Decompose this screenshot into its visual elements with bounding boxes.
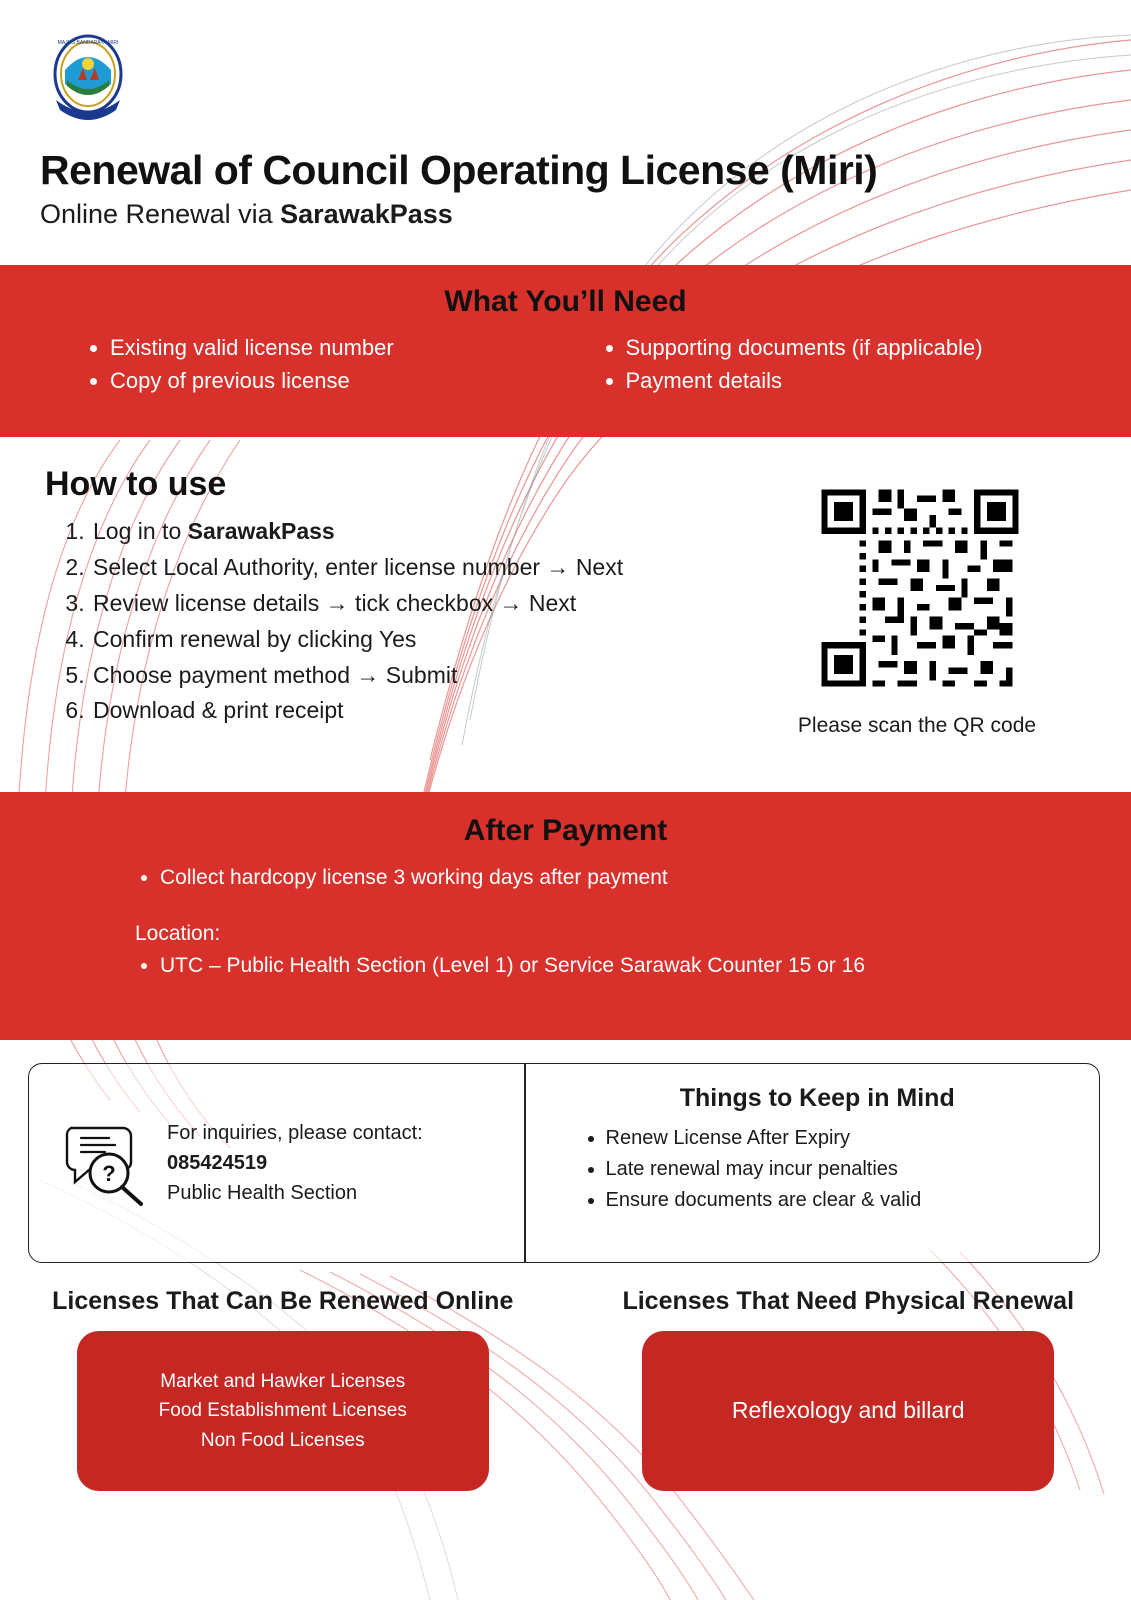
- qr-code-icon[interactable]: [815, 483, 1025, 693]
- online-licenses-heading: Licenses That Can Be Renewed Online: [52, 1287, 514, 1315]
- how-to-use-heading: How to use: [45, 465, 227, 503]
- list-item: 4. Confirm renewal by clicking Yes: [91, 622, 765, 658]
- subtitle-prefix: Online Renewal via: [40, 199, 281, 230]
- list-item: [91, 514, 765, 550]
- physical-licenses-column: [566, 1285, 1131, 1491]
- list-item: • Payment details: [626, 364, 1072, 397]
- what-you-need-left-list: [60, 331, 556, 397]
- list-item: 6. Download & print receipt: [91, 693, 765, 729]
- list-item: Reflexology and billard: [731, 1397, 965, 1424]
- list-item: Market and Hawker Licenses: [160, 1370, 406, 1392]
- what-you-need-heading: What You’ll Need: [444, 285, 687, 318]
- how-to-use-section: [45, 465, 765, 729]
- location-label: Location:: [135, 921, 221, 945]
- inquiry-magnifier-icon: [63, 1118, 149, 1208]
- list-item: • Supporting documents (if applicable): [626, 331, 1072, 364]
- qr-block: [797, 483, 1037, 738]
- online-licenses-column: [0, 1285, 566, 1491]
- keep-in-mind-block: [526, 1064, 1100, 1262]
- page-header: [40, 148, 1101, 230]
- list-item: • Existing valid license number: [110, 331, 556, 364]
- contact-block: [29, 1064, 524, 1262]
- keep-in-mind-list: [556, 1123, 1080, 1217]
- how-to-use-steps: [45, 514, 765, 729]
- after-payment-heading: After Payment: [463, 814, 668, 847]
- contact-line-1: For inquiries, please contact:: [167, 1122, 423, 1144]
- page-title: Renewal of Council Operating License (Miri): [40, 147, 878, 193]
- list-item: • Ensure documents are clear & valid: [606, 1185, 1080, 1216]
- license-categories: [0, 1285, 1131, 1491]
- step-1-plain: Log in to: [93, 518, 188, 544]
- page-subtitle: [40, 199, 1101, 230]
- list-item: 5. Choose payment method → Submit: [91, 658, 765, 694]
- list-item: • Collect hardcopy license 3 working days after payment: [160, 862, 1131, 894]
- physical-licenses-heading: Licenses That Need Physical Renewal: [622, 1287, 1075, 1315]
- list-item: Non Food Licenses: [200, 1429, 365, 1451]
- after-payment-list: [0, 862, 1131, 894]
- list-item: • Late renewal may incur penalties: [606, 1154, 1080, 1185]
- list-item: 3. Review license details → tick checkbox → Next: [91, 586, 765, 622]
- svg-text:MAJLIS BANDARAYA MIRI: MAJLIS BANDARAYA MIRI: [57, 40, 119, 46]
- contact-phone[interactable]: 085424519: [167, 1152, 268, 1174]
- after-payment-section: [0, 792, 1131, 1040]
- info-box: [28, 1063, 1100, 1263]
- list-item: • UTC – Public Health Section (Level 1) or Service Sarawak Counter 15 or 16: [160, 950, 1131, 982]
- online-licenses-pill: [77, 1331, 489, 1491]
- physical-licenses-pill: [642, 1331, 1054, 1491]
- list-item: • Renew License After Expiry: [606, 1123, 1080, 1154]
- list-item: Food Establishment Licenses: [158, 1400, 407, 1422]
- location-list: [0, 950, 1131, 982]
- list-item: • Copy of previous license: [110, 364, 556, 397]
- majlis-bandaraya-miri-crest-icon: [42, 28, 134, 128]
- subtitle-brand: SarawakPass: [280, 199, 453, 230]
- what-you-need-right-list: [576, 331, 1072, 397]
- qr-caption: Please scan the QR code: [797, 714, 1037, 737]
- keep-in-mind-heading: Things to Keep in Mind: [679, 1084, 955, 1112]
- contact-department: Public Health Section: [167, 1182, 358, 1204]
- list-item: 2. Select Local Authority, enter license number → Next: [91, 550, 765, 586]
- what-you-need-section: [0, 265, 1131, 437]
- step-1-brand: SarawakPass: [187, 518, 335, 544]
- svg-text:?: ?: [102, 1161, 116, 1186]
